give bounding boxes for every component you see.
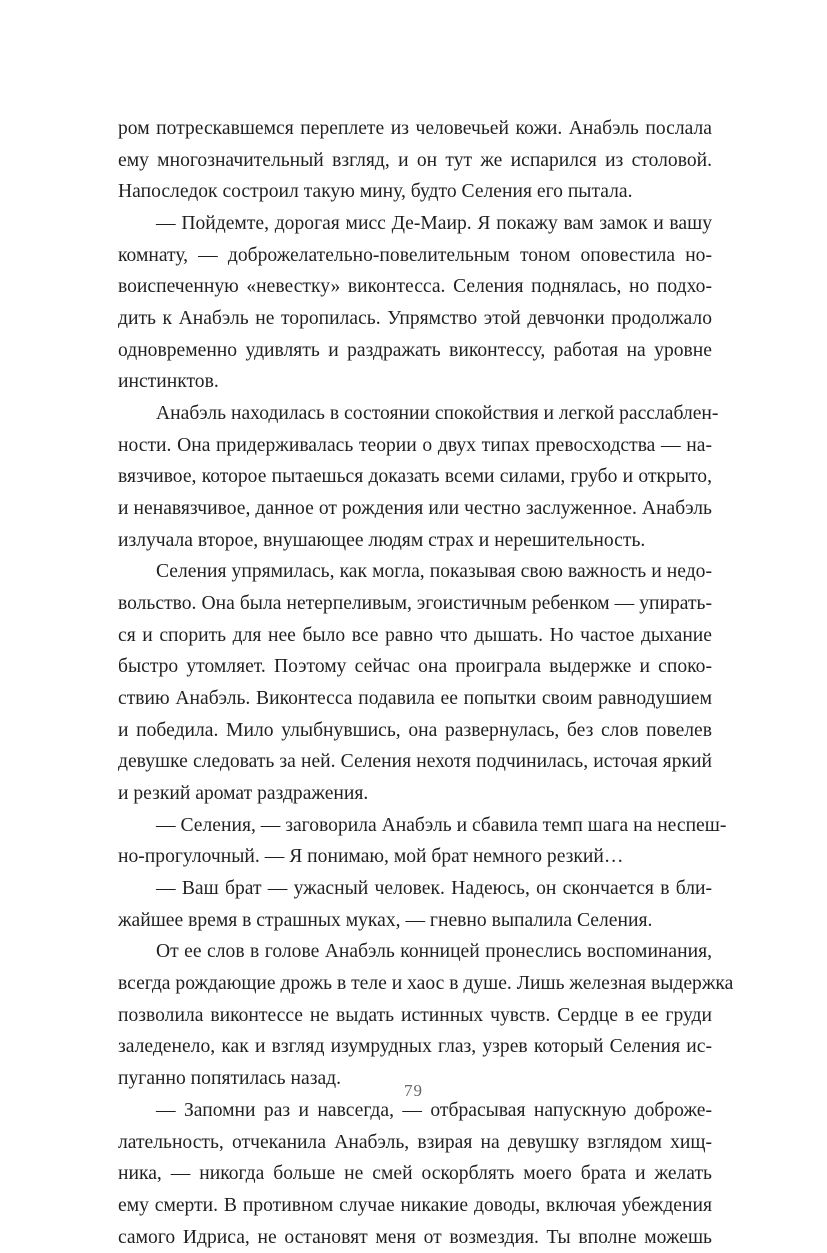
text-line: позволила виконтессе не выдать истинных чувств. Сердце в ее груди [118, 1004, 712, 1026]
text-line: ему смерти. В противном случае никакие доводы, включая убеждения [118, 1194, 712, 1216]
text-line: — Пойдемте, дорогая мисс Де-Маир. Я покажу вам замок и вашу [156, 213, 712, 235]
text-line: и победила. Мило улыбнувшись, она развернулась, без слов повелев [118, 719, 712, 741]
text-line: Напоследок состроил такую мину, будто Селения его пытала. [118, 181, 633, 203]
text-line: вязчивое, которое пытаешься доказать всеми силами, грубо и открыто, [118, 466, 712, 488]
text-line: девушке следовать за ней. Селения нехотя подчинилась, источая яркий [118, 751, 712, 773]
text-line: быстро утомляет. Поэтому сейчас она проиграла выдержке и споко- [118, 656, 712, 678]
text-line: ром потрескавшемся переплете из человечьей кожи. Анабэль послала [118, 118, 712, 139]
text-line: ности. Она придерживалась теории о двух типах превосходства — на- [118, 434, 712, 456]
text-line: ся и спорить для нее было все равно что дышать. Но частое дыхание [118, 624, 712, 646]
text-line: но-прогулочный. — Я понимаю, мой брат немного резкий… [118, 846, 624, 868]
text-line: воиспеченную «невестку» виконтесса. Селения поднялась, но подхо- [118, 276, 712, 298]
page-number: 79 [404, 1081, 423, 1100]
text-line: одновременно удивлять и раздражать виконтессу, работая на уровне [118, 339, 712, 361]
text-line: и резкий аромат раздражения. [118, 783, 369, 805]
text-line: самого Идриса, не остановят меня от возмездия. Ты вполне можешь [118, 1226, 712, 1248]
text-line: Анабэль находилась в состоянии спокойствия и легкой расслаблен- [156, 403, 719, 425]
text-line: Селения упрямилась, как могла, показывая свою важность и недо- [156, 561, 712, 583]
text-line: и ненавязчивое, данное от рождения или честно заслуженное. Анабэль [118, 498, 712, 520]
text-line: ему многозначительный взгляд, и он тут же испарился из столовой. [118, 149, 712, 171]
text-line: комнату, — доброжелательно-повелительным тоном оповестила но- [118, 244, 712, 266]
text-line: всегда рождающие дрожь в теле и хаос в душе. Лишь железная выдержка [118, 973, 734, 995]
text-line: От ее слов в голове Анабэль конницей пронеслись воспоминания, [156, 941, 712, 963]
text-line: жайшее время в страшных муках, — гневно выпалила Селения. [118, 909, 653, 931]
text-line: ника, — никогда больше не смей оскорблять моего брата и желать [118, 1163, 712, 1185]
text-line: дить к Анабэль не торопилась. Упрямство этой девчонки продолжало [118, 308, 712, 330]
text-line: лательность, отчеканила Анабэль, взирая на девушку взглядом хищ- [118, 1131, 712, 1153]
text-line: излучала второе, внушающее людям страх и нерешительность. [118, 529, 646, 551]
text-line: — Запомни раз и навсегда, — отбрасывая напускную доброже- [156, 1099, 712, 1121]
text-line: пуганно попятилась назад. [118, 1068, 342, 1090]
text-line: — Ваш брат — ужасный человек. Надеюсь, он скончается в бли- [156, 878, 712, 900]
text-line: инстинктов. [118, 371, 219, 393]
text-line: — Селения, — заговорила Анабэль и сбавила темп шага на неспеш- [156, 814, 727, 836]
text-line: заледенело, как и взгляд изумрудных глаз, узрев который Селения ис- [118, 1036, 712, 1058]
text-line: ствию Анабэль. Виконтесса подавила ее попытки своим равнодушием [118, 688, 712, 710]
text-line: вольство. Она была нетерпеливым, эгоистичным ребенком — упирать- [118, 593, 712, 615]
